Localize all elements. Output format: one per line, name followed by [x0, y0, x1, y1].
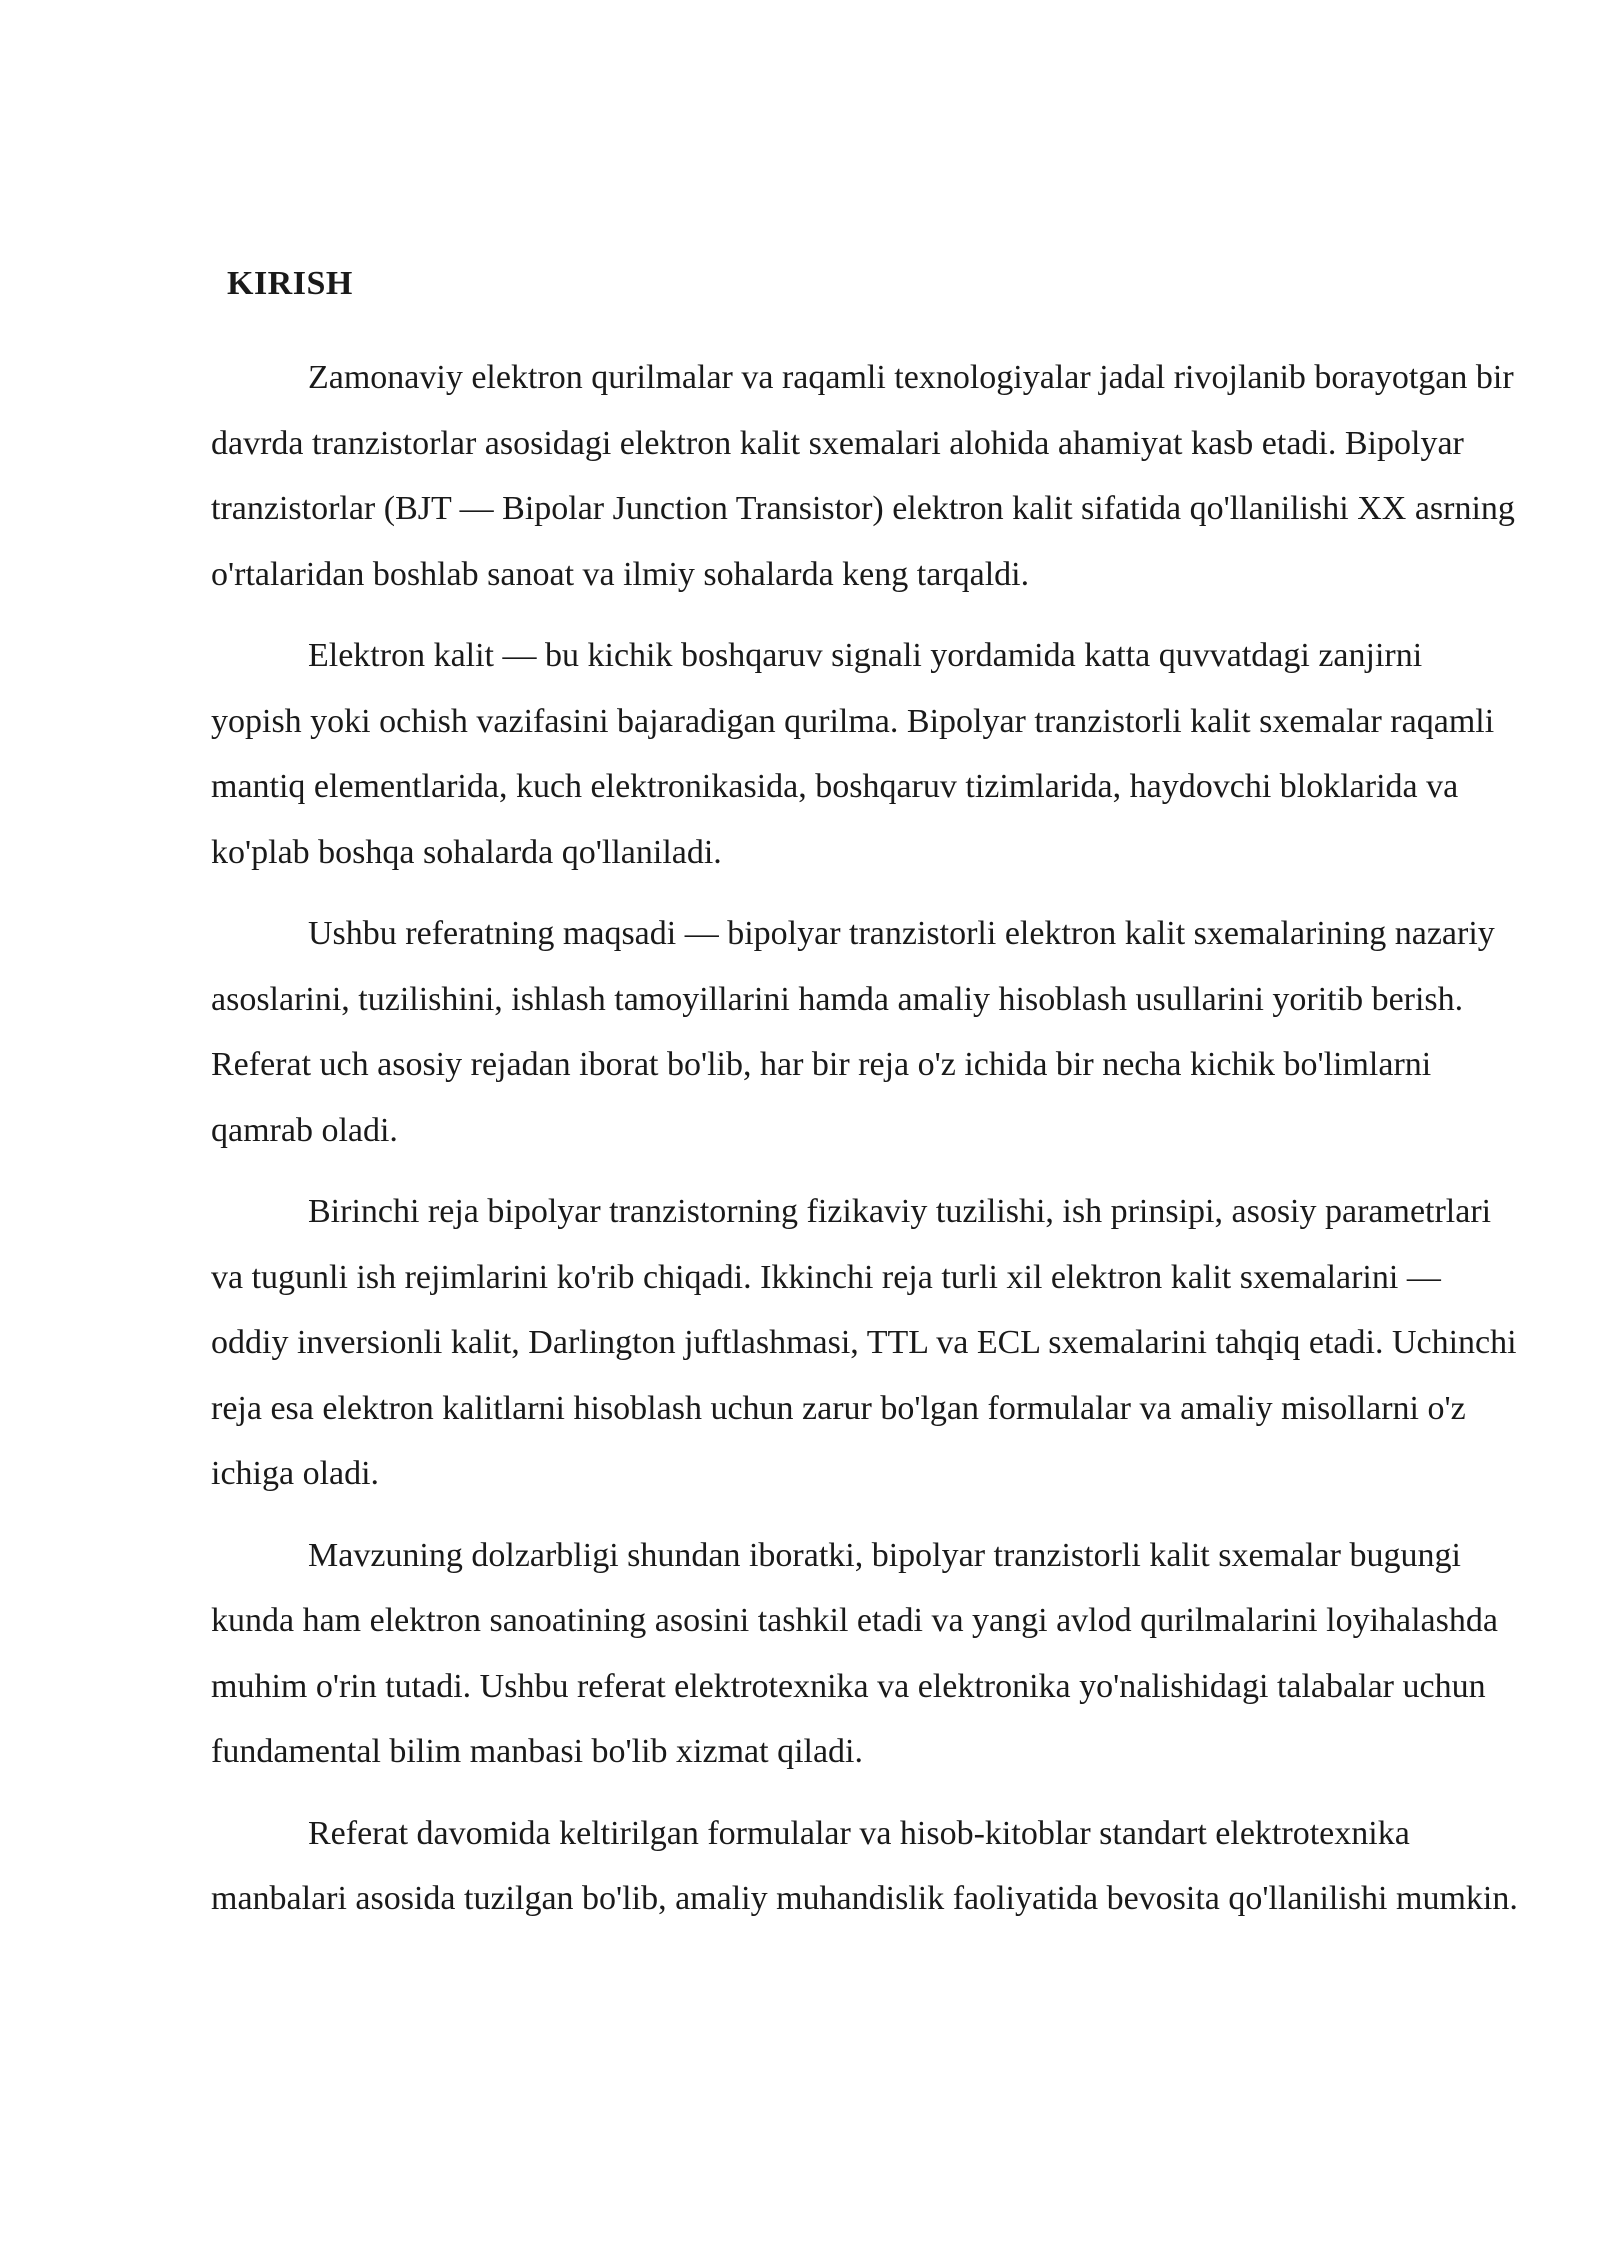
body-text: [211, 345, 1521, 1948]
paragraph: Elektron kalit — bu kichik boshqaruv signali yordamida katta quvvatdagi zanjirni yopish yoki ochish vazifasini bajaradigan qurilma. Bipolyar tranzistorli kalit sxemalar raqamli mantiq elementlarida, kuch elektronikasida, boshqaruv tizimlarida, haydovchi bloklarida va ko'plab boshqa sohalarda qo'llaniladi.: [211, 637, 1495, 871]
paragraph: Zamonaviy elektron qurilmalar va raqamli texnologiyalar jadal rivojlanib borayotgan bir davrda tranzistorlar asosidagi elektron kalit sxemalari alohida ahamiyat kasb etadi. Bipolyar tranzistorlar (BJT — Bipolar Junction Transistor) elektron kalit sifatida qo'llanilishi XX asrning o'rtalaridan boshlab sanoat va ilmiy sohalarda keng tarqaldi.: [211, 359, 1515, 593]
paragraph: Mavzuning dolzarbligi shundan iboratki, bipolyar tranzistorli kalit sxemalar bugungi kunda ham elektron sanoatining asosini tashkil etadi va yangi avlod qurilmalarini loyihalashda muhim o'rin tutadi. Ushbu referat elektrotexnika va elektronika yo'nalishidagi talabalar uchun fundamental bilim manbasi bo'lib xizmat qiladi.: [211, 1536, 1498, 1770]
paragraph: Ushbu referatning maqsadi — bipolyar tranzistorli elektron kalit sxemalarining nazariy asoslarini, tuzilishini, ishlash tamoyillarini hamda amaliy hisoblash usullarini yoritib berish. Referat uch asosiy rejadan iborat bo'lib, har bir reja o'z ichida bir necha kichik bo'limlarni qamrab oladi.: [211, 915, 1495, 1149]
section-heading: KIRISH: [227, 265, 353, 302]
paragraph: Referat davomida keltirilgan formulalar va hisob-kitoblar standart elektrotexnika manbalari asosida tuzilgan bo'lib, amaliy muhandislik faoliyatida bevosita qo'llanilishi mumkin.: [211, 1814, 1518, 1917]
paragraph: Birinchi reja bipolyar tranzistorning fizikaviy tuzilishi, ish prinsipi, asosiy parametrlari va tugunli ish rejimlarini ko'rib chiqadi. Ikkinchi reja turli xil elektron kalit sxemalarini — oddiy inversionli kalit, Darlington juftlashmasi, TTL va ECL sxemalarini tahqiq etadi. Uchinchi reja esa elektron kalitlarni hisoblash uchun zarur bo'lgan formulalar va amaliy misollarni o'z ichiga oladi.: [211, 1193, 1517, 1492]
